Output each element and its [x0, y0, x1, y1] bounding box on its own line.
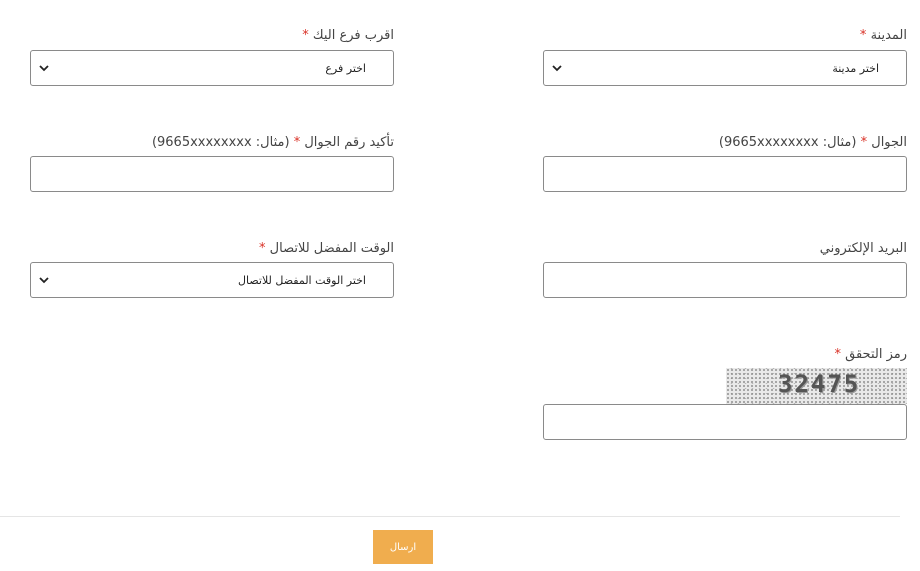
contact-time-select-value: اختر الوقت المفضل للاتصال: [238, 274, 366, 287]
branch-field: [30, 28, 394, 75]
chevron-down-icon: [37, 273, 51, 287]
divider: [0, 516, 900, 517]
captcha-image-text: 32475: [778, 370, 861, 398]
mobile-confirm-label-text: تأكيد رقم الجوال: [304, 135, 394, 150]
contact-time-select[interactable]: [30, 262, 394, 298]
mobile-label: [543, 135, 907, 151]
mobile-hint: (مثال: 9665xxxxxxxx): [718, 135, 857, 150]
contact-time-field: [30, 241, 394, 287]
required-mark: *: [859, 28, 867, 43]
chevron-down-icon: [37, 61, 51, 75]
contact-time-label-text: الوقت المفضل للاتصال: [269, 241, 394, 256]
required-mark: *: [259, 241, 266, 256]
required-mark: *: [302, 28, 309, 43]
branch-select[interactable]: [30, 50, 394, 86]
branch-select-value: اختر فرع: [325, 62, 366, 75]
mobile-input[interactable]: [543, 156, 907, 192]
required-mark: *: [860, 135, 868, 150]
branch-label-text: اقرب فرع اليك: [312, 28, 394, 43]
mobile-confirm-input[interactable]: [30, 156, 394, 192]
submit-button[interactable]: ارسال: [373, 530, 433, 564]
city-label: [543, 28, 907, 44]
mobile-confirm-hint: (مثال: 9665xxxxxxxx): [151, 135, 290, 150]
mobile-confirm-label: [30, 135, 394, 151]
chevron-down-icon: [550, 61, 564, 75]
captcha-label: [543, 347, 907, 363]
mobile-confirm-field: [30, 135, 394, 151]
email-label: [543, 241, 907, 257]
city-label-text: المدينة: [870, 28, 907, 43]
mobile-field: [543, 135, 907, 151]
captcha-label-text: رمز التحقق: [845, 347, 907, 362]
captcha-input[interactable]: [543, 404, 907, 440]
captcha-field: [543, 347, 907, 398]
city-select-value: اختر مدينة: [832, 62, 879, 75]
city-field: [543, 28, 907, 75]
contact-time-label: [30, 241, 394, 257]
city-select[interactable]: [543, 50, 907, 86]
branch-label: [30, 28, 394, 44]
captcha-image: [726, 368, 907, 404]
required-mark: *: [293, 135, 301, 150]
email-input[interactable]: [543, 262, 907, 298]
mobile-label-text: الجوال: [871, 135, 907, 150]
email-field: [543, 241, 907, 257]
required-mark: *: [834, 347, 841, 362]
email-label-text: البريد الإلكتروني: [819, 241, 907, 256]
